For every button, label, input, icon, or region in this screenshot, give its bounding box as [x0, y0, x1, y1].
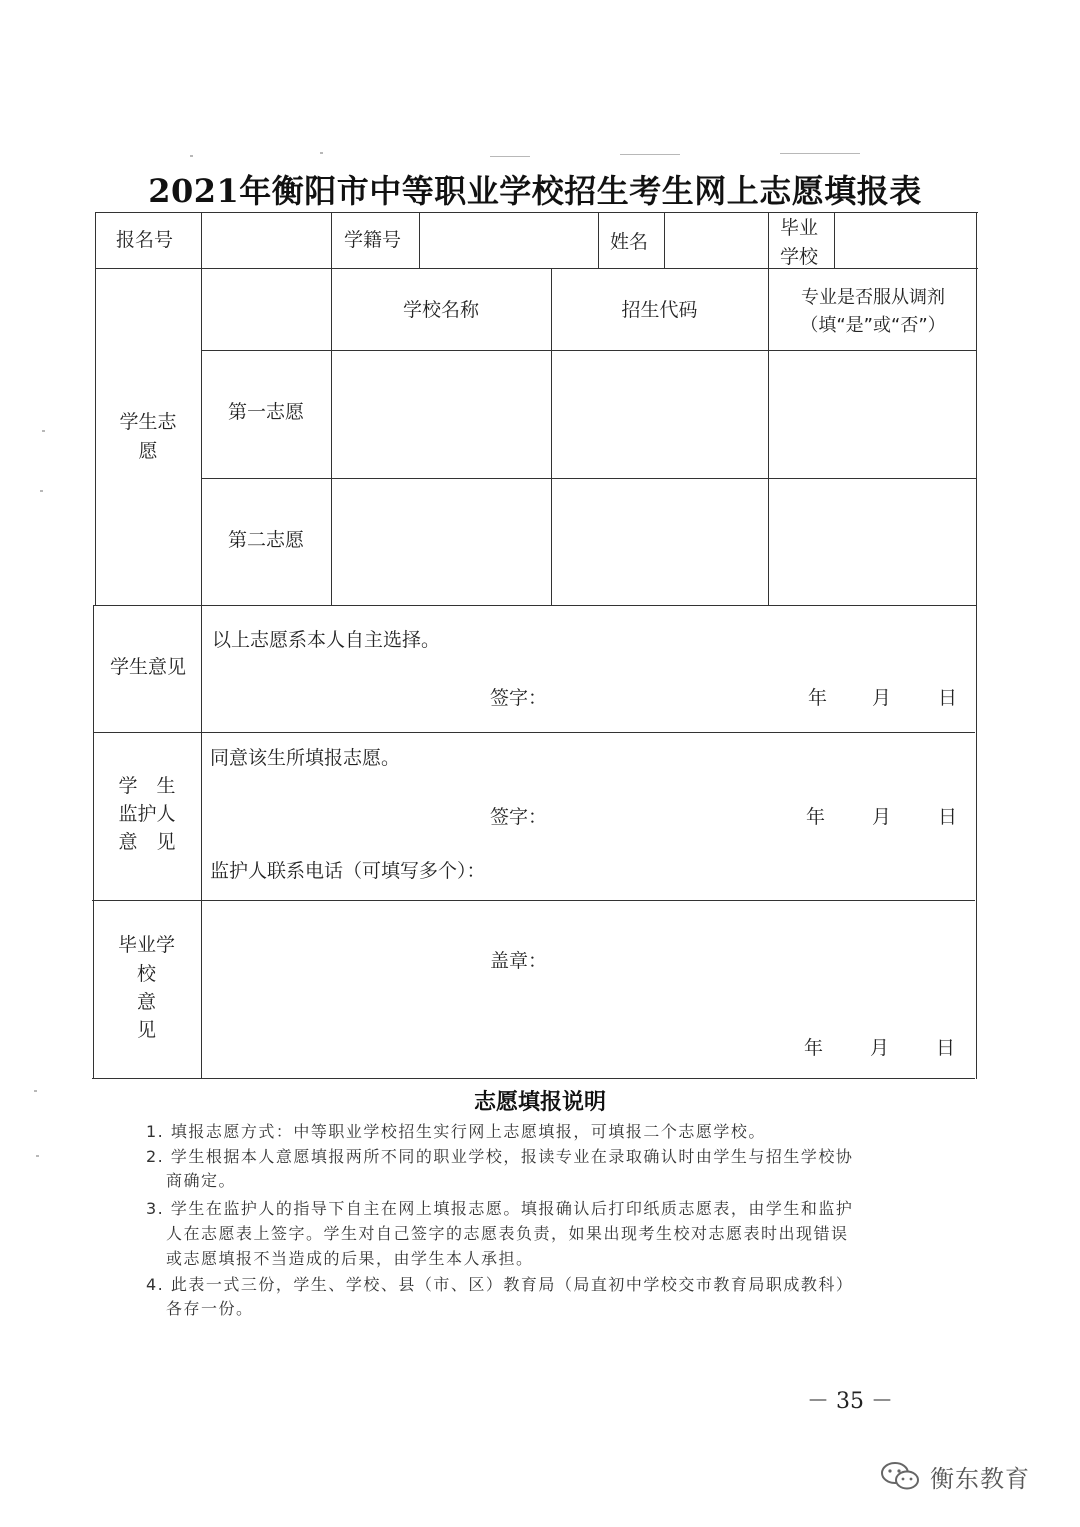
- table-border-right: [976, 212, 977, 1079]
- school-date-year: 年: [804, 1037, 824, 1059]
- school-stamp-field[interactable]: [550, 930, 850, 1020]
- second-choice-code-field[interactable]: [553, 480, 766, 603]
- student-sign-label: 签字：: [490, 687, 548, 709]
- table-rule: [201, 212, 202, 1079]
- reg-no-field[interactable]: [203, 214, 329, 266]
- guardian-opinion-statement: 同意该生所填报志愿。: [210, 747, 401, 769]
- page-number: － 35 －: [807, 1389, 893, 1414]
- second-choice-adjust-field[interactable]: [770, 480, 974, 603]
- table-rule: [551, 268, 552, 606]
- guardian-date-year: 年: [806, 806, 826, 828]
- second-choice-school-field[interactable]: [333, 480, 549, 603]
- guardian-date-month: 月: [872, 806, 892, 828]
- school-opinion-label: 毕业学: [117, 934, 175, 956]
- watermark-text: 衡东教育: [930, 1464, 1030, 1493]
- student-id-field[interactable]: [421, 214, 596, 266]
- guardian-sign-label: 签字：: [490, 806, 548, 828]
- school-opinion-label: 校: [136, 963, 156, 985]
- name-field[interactable]: [666, 214, 766, 266]
- second-choice-label: 第二志愿: [227, 529, 304, 551]
- table-rule: [768, 212, 769, 606]
- student-date-day: 日: [938, 687, 958, 709]
- grad-school-field[interactable]: [836, 214, 974, 266]
- school-stamp-label: 盖章：: [490, 950, 548, 972]
- table-border-bottom: [92, 1078, 975, 1079]
- table-border-left: [95, 212, 96, 606]
- table-rule: [94, 605, 976, 606]
- school-opinion-label: 意: [136, 991, 156, 1013]
- table-rule: [664, 212, 665, 268]
- guardian-phone-label: 监护人联系电话（可填写多个）：: [210, 860, 486, 882]
- instructions-title: 志愿填报说明: [473, 1090, 606, 1115]
- school-opinion-label: 见: [136, 1019, 156, 1041]
- guardian-date-day: 日: [938, 806, 958, 828]
- table-rule: [598, 212, 599, 268]
- table-rule: [201, 478, 976, 479]
- student-signature-field[interactable]: [550, 680, 790, 716]
- table-rule: [92, 900, 975, 901]
- student-date-month: 月: [872, 687, 892, 709]
- first-choice-school-field[interactable]: [333, 352, 549, 476]
- instruction-item: 1. 填报志愿方式：中等职业学校招生实行网上志愿填报，可填报二个志愿学校。: [146, 1122, 766, 1141]
- table-rule: [95, 268, 978, 269]
- instruction-item: 人在志愿表上签字。学生对自己签字的志愿表负责，如果出现考生校对志愿表时出现错误: [166, 1224, 849, 1243]
- guardian-opinion-label: 监护人: [118, 803, 176, 825]
- grad-school-label: 学校: [780, 246, 819, 268]
- name-label: 姓名: [610, 231, 649, 253]
- first-choice-code-field[interactable]: [553, 352, 766, 476]
- accept-adjust-header: （填“是”或“否”）: [800, 315, 946, 336]
- guardian-phone-field[interactable]: [530, 852, 970, 888]
- instruction-item: 各存一份。: [166, 1299, 254, 1318]
- guardian-opinion-label: 学 生: [118, 775, 176, 797]
- instruction-item: 2. 学生根据本人意愿填报两所不同的职业学校，报读专业在录取确认时由学生与招生学校协: [146, 1147, 854, 1166]
- choices-section-label: 愿: [138, 440, 158, 462]
- enroll-code-header: 招生代码: [621, 299, 698, 321]
- watermark: [880, 1456, 1060, 1496]
- reg-no-label: 报名号: [116, 229, 174, 251]
- student-date-year: 年: [808, 687, 828, 709]
- wechat-icon: [880, 1460, 922, 1492]
- table-rule: [331, 212, 332, 606]
- table-rule: [201, 350, 976, 351]
- choices-section-label: 学生志: [119, 411, 177, 433]
- student-opinion-label: 学生意见: [109, 656, 186, 678]
- school-date-month: 月: [870, 1037, 890, 1059]
- instruction-item: 3. 学生在监护人的指导下自主在网上填报志愿。填报确认后打印纸质志愿表，由学生和监护: [146, 1199, 854, 1218]
- guardian-opinion-label: 意 见: [118, 831, 176, 853]
- guardian-signature-field[interactable]: [550, 798, 790, 834]
- accept-adjust-header: 专业是否服从调剂: [801, 287, 945, 308]
- first-choice-label: 第一志愿: [227, 401, 304, 423]
- school-name-header: 学校名称: [402, 299, 479, 321]
- instruction-item: 或志愿填报不当造成的后果，由学生本人承担。: [166, 1249, 534, 1268]
- school-date-day: 日: [936, 1037, 956, 1059]
- table-border-top: [95, 212, 978, 213]
- table-rule: [834, 212, 835, 268]
- form-title: 2021年衡阳市中等职业学校招生考生网上志愿填报表: [148, 172, 922, 210]
- instruction-item: 商确定。: [166, 1171, 237, 1190]
- student-opinion-statement: 以上志愿系本人自主选择。: [212, 629, 441, 651]
- instruction-item: 4. 此表一式三份，学生、学校、县（市、区）教育局（局直初中学校交市教育局职成教科）: [146, 1275, 854, 1294]
- table-rule: [419, 212, 420, 268]
- first-choice-adjust-field[interactable]: [770, 352, 974, 476]
- table-rule: [93, 732, 975, 733]
- student-id-label: 学籍号: [344, 229, 402, 251]
- grad-school-label: 毕业: [780, 217, 819, 239]
